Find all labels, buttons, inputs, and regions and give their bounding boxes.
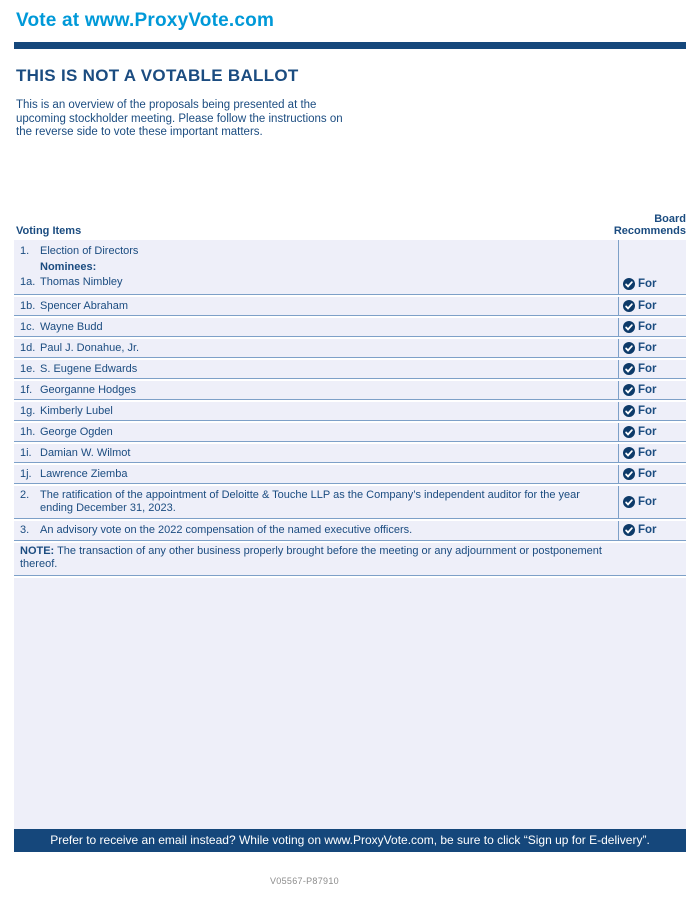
nominees-heading: Nominees: <box>40 260 97 273</box>
nominee-row <box>14 318 686 337</box>
intro-line: the reverse side to vote these important matters. <box>16 126 263 139</box>
proposal-1-cell <box>14 240 618 294</box>
recommend-label: For <box>638 404 657 417</box>
header-divider-bar <box>14 42 686 49</box>
recommend-label: For <box>638 446 657 459</box>
note-row <box>14 543 686 576</box>
nominee-name: Wayne Budd <box>40 320 103 333</box>
nominees-heading-line <box>20 260 614 276</box>
recommend-label: For <box>638 425 657 438</box>
recommend-label: For <box>638 277 657 290</box>
vote-url-link[interactable]: Vote at www.ProxyVote.com <box>16 10 275 31</box>
item-number: 3. <box>20 523 30 536</box>
check-circle-icon <box>623 447 635 459</box>
recommend-label: For <box>638 320 657 333</box>
nominee-name: Spencer Abraham <box>40 299 129 312</box>
intro-line: This is an overview of the proposals being presented at the <box>16 99 317 111</box>
recommendation-cell <box>618 465 686 483</box>
nominee-name: Georganne Hodges <box>40 383 137 396</box>
nominee-row <box>14 402 686 421</box>
item-number: 1d. <box>20 341 36 354</box>
nominee-name: George Ogden <box>40 425 113 438</box>
proposal-rows <box>14 486 686 541</box>
item-number: 1b. <box>20 299 36 312</box>
recommendation-cell <box>618 297 686 315</box>
check-circle-icon <box>623 300 635 312</box>
proposal-1-row <box>14 240 686 295</box>
nominee-row <box>14 297 686 316</box>
indent-spacer <box>20 260 40 276</box>
item-number: 1e. <box>20 362 36 375</box>
recommendation-cell <box>618 381 686 399</box>
nominee-row <box>14 444 686 463</box>
nominee-rows <box>14 297 686 484</box>
nominee-row <box>14 381 686 400</box>
recommend-label: For <box>638 383 657 396</box>
note-text <box>20 545 626 572</box>
check-circle-icon <box>623 342 635 354</box>
column-header-voting-items: Voting Items <box>16 225 82 237</box>
nominee-row <box>14 360 686 379</box>
recommendation-cell <box>618 339 686 357</box>
item-number: 1j. <box>20 467 32 480</box>
recommend-label: For <box>638 299 657 312</box>
recommendation-cell <box>618 360 686 378</box>
empty-shaded-panel <box>14 578 686 838</box>
recommendation-cell <box>618 521 686 540</box>
recommendation-cell <box>618 444 686 462</box>
recommendation-cell <box>618 240 686 294</box>
nominee-row <box>14 465 686 484</box>
recommendation-cell <box>618 402 686 420</box>
proposal-row <box>14 486 686 519</box>
check-circle-icon <box>623 363 635 375</box>
item-number: 1a. <box>20 276 36 288</box>
edelivery-banner: Prefer to receive an email instead? While voting on www.ProxyVote.com, be sure to click “Sign up for E-delivery”. <box>14 829 686 852</box>
nominee-row <box>14 423 686 442</box>
recommend-label: For <box>638 362 657 375</box>
nominee-name: Thomas Nimbley <box>40 276 123 288</box>
intro-text <box>16 99 343 140</box>
check-circle-icon <box>623 384 635 396</box>
recommendation-cell <box>618 318 686 336</box>
nominee-name: S. Eugene Edwards <box>40 362 138 375</box>
item-number: 1c. <box>20 320 35 333</box>
page-title: THIS IS NOT A VOTABLE BALLOT <box>16 66 299 85</box>
check-circle-icon <box>623 321 635 333</box>
proposal-row <box>14 521 686 541</box>
nominee-name: Damian W. Wilmot <box>40 446 131 459</box>
item-number: 2. <box>20 488 30 501</box>
nominee-name: Lawrence Ziemba <box>40 467 128 480</box>
check-circle-icon <box>623 468 635 480</box>
recommend-label: For <box>638 341 657 354</box>
recommendation-cell <box>618 423 686 441</box>
item-number: 1i. <box>20 446 32 459</box>
recommend-label: For <box>638 524 657 536</box>
proposal-label: Election of Directors <box>40 245 139 257</box>
recommend-label: For <box>638 495 657 508</box>
recommendation-cell <box>618 486 686 518</box>
nominee-line-1a <box>20 275 614 291</box>
recommends-label: Recommends <box>613 225 686 237</box>
nominee-row <box>14 339 686 358</box>
form-code: V05567-P87910 <box>270 876 339 886</box>
nominee-name: Paul J. Donahue, Jr. <box>40 341 140 354</box>
check-circle-icon <box>623 426 635 438</box>
intro-line: upcoming stockholder meeting. Please follow the instructions on <box>16 112 343 125</box>
recommend-label: For <box>638 467 657 480</box>
item-number: 1f. <box>20 383 33 396</box>
note-label: NOTE: <box>20 544 55 557</box>
check-circle-icon <box>623 496 635 508</box>
proposal-text: The ratification of the appointment of Deloitte & Touche LLP as the Company’s independent auditor for the year ending December 31, 2023. <box>40 488 580 514</box>
item-number: 1h. <box>20 425 36 438</box>
check-circle-icon <box>623 405 635 417</box>
item-number: 1g. <box>20 404 36 417</box>
board-label: Board <box>654 213 686 225</box>
nominee-name: Kimberly Lubel <box>40 404 113 417</box>
check-circle-icon <box>623 278 635 290</box>
check-circle-icon <box>623 524 635 536</box>
proposal-text: An advisory vote on the 2022 compensation of the named executive officers. <box>40 523 413 536</box>
proposal-1-title-line <box>20 244 614 260</box>
voting-items-table <box>14 240 686 838</box>
note-body-text: The transaction of any other business properly brought before the meeting or any adjournment or postponement thereof. <box>20 544 602 570</box>
item-number: 1. <box>20 245 30 257</box>
column-header-board-recommends <box>486 213 686 237</box>
